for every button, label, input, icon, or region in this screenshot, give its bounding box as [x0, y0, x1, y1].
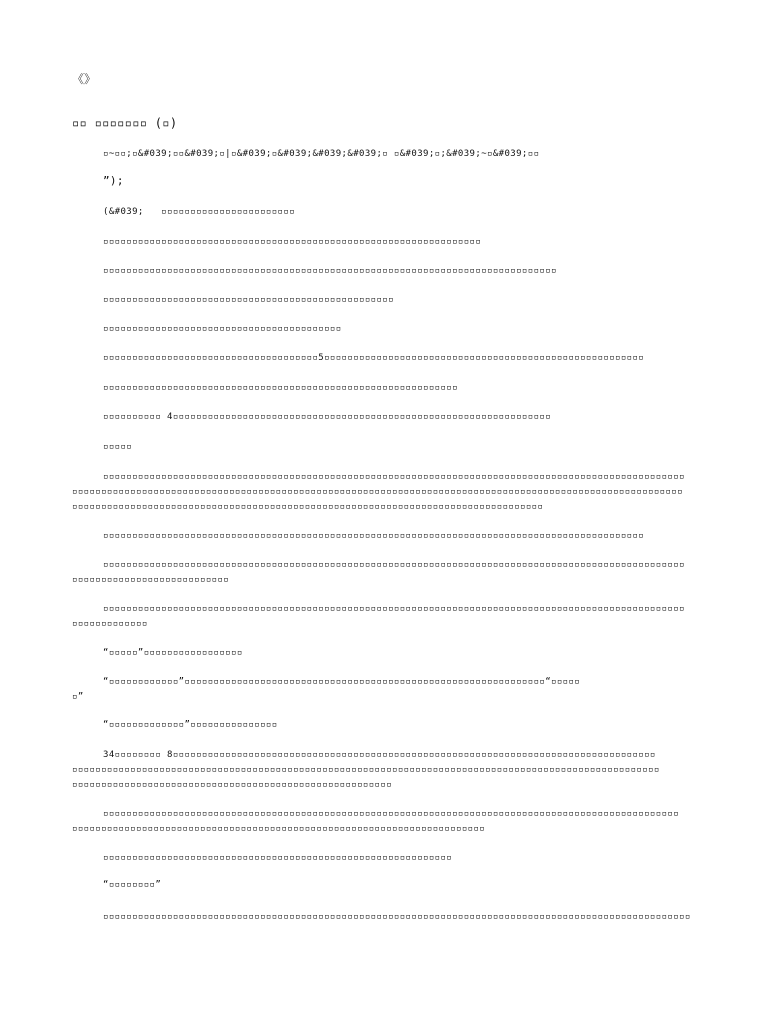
text-line: 34▫▫▫▫▫▫▫▫ 8▫▫▫▫▫▫▫▫▫▫▫▫▫▫▫▫▫▫▫▫▫▫▫▫▫▫▫▫▫▫▫▫▫▫▫▫▫▫▫▫▫▫▫▫▫▫▫▫▫▫▫▫▫▫▫▫▫▫▫▫▫▫▫▫▫▫▫▫▫▫▫▫▫▫▫▫▫▫▫▫▫▫▫ [103, 750, 656, 760]
text-line: ▫” [72, 692, 84, 702]
text-line: ▫▫▫▫▫▫▫▫▫▫▫▫▫ [72, 619, 148, 629]
text-line: ▫▫▫▫▫▫▫▫▫▫▫▫▫▫▫▫▫▫▫▫▫▫▫▫▫▫▫▫▫▫▫▫▫▫▫▫▫▫▫▫▫▫▫▫▫▫▫▫▫▫▫▫▫▫▫▫▫▫▫▫▫▫▫▫▫▫▫▫▫▫▫▫▫▫▫▫▫▫▫▫▫▫▫▫▫▫▫▫▫▫▫▫▫▫▫▫▫▫▫▫ [103, 604, 685, 614]
text-line: ▫▫▫▫▫▫▫▫▫▫▫▫▫▫▫▫▫▫▫▫▫▫▫▫▫▫▫▫▫▫▫▫▫▫▫▫▫▫▫▫▫▫▫▫▫▫▫▫▫▫▫▫▫▫▫▫▫▫▫▫▫▫▫▫▫▫▫▫▫▫▫▫▫▫▫▫▫▫▫▫▫▫▫▫▫▫▫▫▫▫▫▫▫▫▫▫▫▫▫ [103, 809, 680, 819]
text-line: ▫▫▫▫▫▫▫▫▫▫▫▫▫▫▫▫▫▫▫▫▫▫▫▫▫▫▫▫▫▫▫▫▫▫▫▫▫▫▫▫▫▫▫▫▫▫▫▫▫▫▫▫▫▫▫▫▫▫▫▫▫▫▫▫▫▫▫▫▫▫▫▫▫▫▫▫▫▫▫▫▫▫▫▫▫▫▫▫▫▫▫▫▫▫▫▫▫▫▫▫▫▫▫▫▫ [72, 487, 683, 497]
text-line: ”); [103, 174, 124, 187]
text-line: ▫▫▫▫▫▫▫▫▫▫▫▫▫▫▫▫▫▫▫▫▫▫▫▫▫▫▫▫▫▫▫▫▫▫▫▫▫5▫▫▫▫▫▫▫▫▫▫▫▫▫▫▫▫▫▫▫▫▫▫▫▫▫▫▫▫▫▫▫▫▫▫▫▫▫▫▫▫▫▫▫▫▫▫▫▫▫▫▫▫▫▫▫ [103, 353, 645, 363]
chapter-heading: ▫▫ ▫▫▫▫▫▫▫ (▫) [72, 116, 178, 130]
text-line: ▫▫▫▫▫▫▫▫▫▫ 4▫▫▫▫▫▫▫▫▫▫▫▫▫▫▫▫▫▫▫▫▫▫▫▫▫▫▫▫▫▫▫▫▫▫▫▫▫▫▫▫▫▫▫▫▫▫▫▫▫▫▫▫▫▫▫▫▫▫▫▫▫▫▫▫▫ [103, 412, 552, 422]
text-line: ▫▫▫▫▫▫▫▫▫▫▫▫▫▫▫▫▫▫▫▫▫▫▫▫▫▫▫▫▫▫▫▫▫▫▫▫▫▫▫▫▫▫▫▫▫▫▫▫▫▫▫▫▫▫▫▫▫▫▫▫▫▫▫▫▫▫▫▫▫▫▫▫▫▫▫▫▫▫▫▫▫▫▫▫▫▫▫▫▫▫▫▫▫▫▫▫▫▫▫▫▫ [103, 912, 691, 922]
text-line: (&#039; ▫▫▫▫▫▫▫▫▫▫▫▫▫▫▫▫▫▫▫▫▫▫▫ [103, 207, 296, 217]
text-line: ▫▫▫▫▫▫▫▫▫▫▫▫▫▫▫▫▫▫▫▫▫▫▫▫▫▫▫▫▫▫▫▫▫▫▫▫▫▫▫▫▫▫▫▫▫▫▫▫▫▫▫▫▫▫▫▫▫▫▫▫▫▫▫▫▫ [103, 237, 482, 247]
text-line: ▫▫▫▫▫▫▫▫▫▫▫▫▫▫▫▫▫▫▫▫▫▫▫▫▫▫▫▫▫▫▫▫▫▫▫▫▫▫▫▫▫▫▫▫▫▫▫▫▫▫▫▫▫▫▫▫▫▫▫▫▫▫▫▫▫▫▫▫▫▫▫▫▫▫▫▫▫▫▫▫▫ [72, 502, 544, 512]
text-line: “▫▫▫▫▫▫▫▫” [103, 880, 162, 890]
text-line: ▫▫▫▫▫▫▫▫▫▫▫▫▫▫▫▫▫▫▫▫▫▫▫▫▫▫▫▫▫▫▫▫▫▫▫▫▫▫▫▫▫▫▫▫▫▫▫▫▫▫▫▫▫▫▫▫▫▫▫▫ [103, 853, 453, 863]
text-line: ▫▫▫▫▫▫▫▫▫▫▫▫▫▫▫▫▫▫▫▫▫▫▫▫▫▫▫▫▫▫▫▫▫▫▫▫▫▫▫▫▫ [103, 324, 342, 334]
text-line: ▫▫▫▫▫▫▫▫▫▫▫▫▫▫▫▫▫▫▫▫▫▫▫▫▫▫▫▫▫▫▫▫▫▫▫▫▫▫▫▫▫▫▫▫▫▫▫▫▫▫▫▫▫▫▫▫▫▫▫▫▫▫▫▫▫▫▫▫▫▫▫▫▫▫▫▫▫▫▫▫▫▫▫▫▫▫▫▫▫▫▫▫▫ [103, 531, 645, 541]
text-line: ▫▫▫▫▫▫▫▫▫▫▫▫▫▫▫▫▫▫▫▫▫▫▫▫▫▫▫ [72, 575, 230, 585]
text-line: ▫▫▫▫▫▫▫▫▫▫▫▫▫▫▫▫▫▫▫▫▫▫▫▫▫▫▫▫▫▫▫▫▫▫▫▫▫▫▫▫▫▫▫▫▫▫▫▫▫▫▫▫▫▫▫▫▫▫▫▫▫▫▫▫▫▫▫▫▫▫▫▫▫▫▫▫▫▫▫▫▫▫▫▫▫▫▫▫▫▫▫▫▫▫▫▫▫▫▫▫ [103, 472, 685, 482]
text-line: ▫▫▫▫▫▫▫▫▫▫▫▫▫▫▫▫▫▫▫▫▫▫▫▫▫▫▫▫▫▫▫▫▫▫▫▫▫▫▫▫▫▫▫▫▫▫▫▫▫▫▫▫▫▫▫▫▫▫▫▫▫▫▫▫▫▫▫▫▫▫▫▫▫▫▫▫▫▫▫▫▫▫▫▫▫▫▫▫▫▫▫▫▫▫▫▫▫▫▫▫ [103, 560, 685, 570]
text-line: ▫▫▫▫▫▫▫▫▫▫▫▫▫▫▫▫▫▫▫▫▫▫▫▫▫▫▫▫▫▫▫▫▫▫▫▫▫▫▫▫▫▫▫▫▫▫▫▫▫▫▫▫▫▫▫ [72, 780, 393, 790]
text-line: “▫▫▫▫▫▫▫▫▫▫▫▫▫”▫▫▫▫▫▫▫▫▫▫▫▫▫▫▫ [103, 720, 278, 730]
book-title-mark: 《》 [72, 72, 97, 86]
text-line: “▫▫▫▫▫▫▫▫▫▫▫▫”▫▫▫▫▫▫▫▫▫▫▫▫▫▫▫▫▫▫▫▫▫▫▫▫▫▫▫▫▫▫▫▫▫▫▫▫▫▫▫▫▫▫▫▫▫▫▫▫▫▫▫▫▫▫▫▫▫▫▫▫▫▫“▫▫▫▫▫ [103, 677, 581, 687]
text-line: ▫▫▫▫▫▫▫▫▫▫▫▫▫▫▫▫▫▫▫▫▫▫▫▫▫▫▫▫▫▫▫▫▫▫▫▫▫▫▫▫▫▫▫▫▫▫▫▫▫▫▫▫▫▫▫▫▫▫▫▫▫▫▫▫▫▫▫▫▫▫▫ [72, 824, 486, 834]
text-line: ▫▫▫▫▫▫▫▫▫▫▫▫▫▫▫▫▫▫▫▫▫▫▫▫▫▫▫▫▫▫▫▫▫▫▫▫▫▫▫▫▫▫▫▫▫▫▫▫▫▫▫▫▫▫▫▫▫▫▫▫▫▫▫▫▫▫▫▫▫▫▫▫▫▫▫▫▫▫▫▫▫▫▫▫▫▫▫▫▫▫▫▫▫▫▫▫▫▫▫▫▫ [72, 765, 660, 775]
text-line: ▫▫▫▫▫▫▫▫▫▫▫▫▫▫▫▫▫▫▫▫▫▫▫▫▫▫▫▫▫▫▫▫▫▫▫▫▫▫▫▫▫▫▫▫▫▫▫▫▫▫ [103, 295, 394, 305]
text-line: ▫~▫▫;▫&#039;▫▫&#039;▫|▫&#039;▫&#039;&#039;&#039;▫ ▫&#039;▫;&#039;~▫&#039;▫▫ [103, 149, 540, 159]
text-line: ▫▫▫▫▫▫▫▫▫▫▫▫▫▫▫▫▫▫▫▫▫▫▫▫▫▫▫▫▫▫▫▫▫▫▫▫▫▫▫▫▫▫▫▫▫▫▫▫▫▫▫▫▫▫▫▫▫▫▫▫▫▫▫▫▫▫▫▫▫▫▫▫▫▫▫▫▫▫ [103, 266, 557, 276]
text-line: “▫▫▫▫▫”▫▫▫▫▫▫▫▫▫▫▫▫▫▫▫▫▫ [103, 648, 243, 658]
text-line: ▫▫▫▫▫▫▫▫▫▫▫▫▫▫▫▫▫▫▫▫▫▫▫▫▫▫▫▫▫▫▫▫▫▫▫▫▫▫▫▫▫▫▫▫▫▫▫▫▫▫▫▫▫▫▫▫▫▫▫▫▫ [103, 383, 458, 393]
text-line: ▫▫▫▫▫ [103, 442, 133, 452]
